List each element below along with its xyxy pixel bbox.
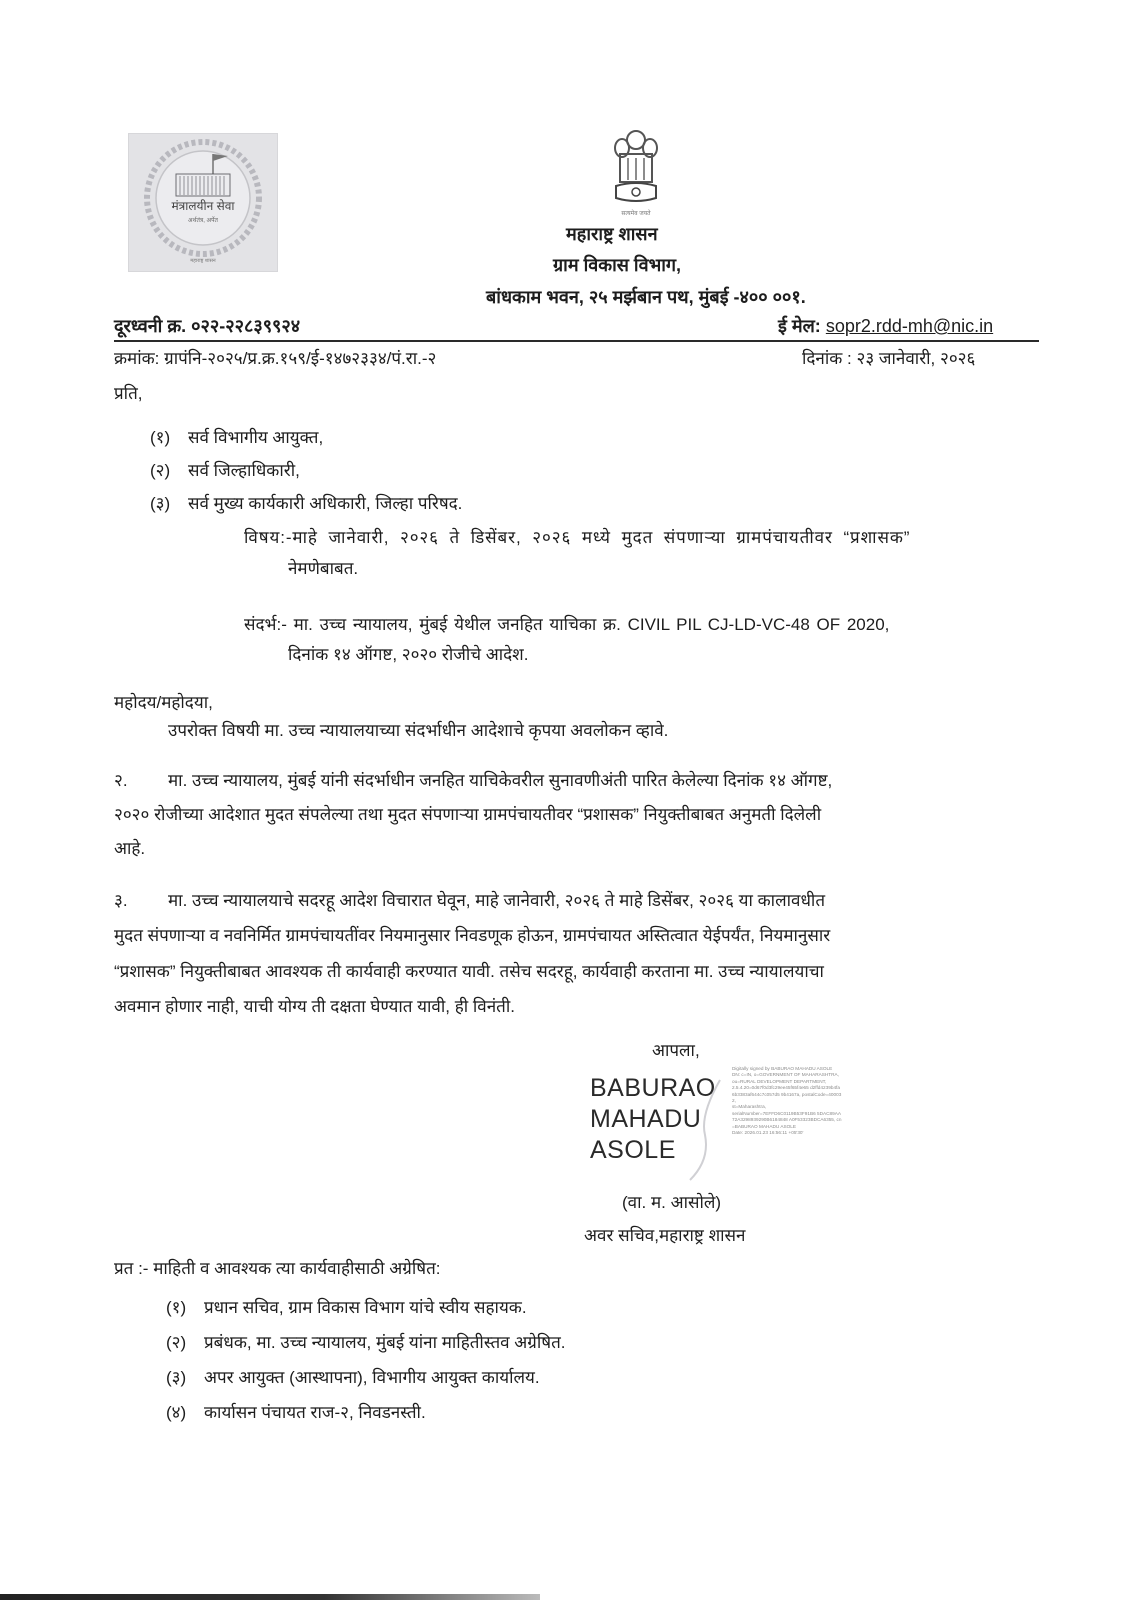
email-row (778, 313, 993, 339)
paragraph-3-line-4: अवमान होणार नाही, याची योग्य ती दक्षता घेण्यात यावी, ही विनंती. (114, 997, 515, 1016)
paragraph-2-line-2: २०२० रोजीच्या आदेशात मुदत संपलेल्या तथा मुदत संपणाऱ्या ग्रामपंचायतीवर “प्रशासक” नियुक्तीबाबत अनुमती दिलेली (114, 805, 822, 824)
to-label: प्रति, (114, 384, 143, 403)
logo-text: मंत्रालयीन सेवा (171, 199, 235, 213)
header-divider (114, 340, 1039, 342)
ashoka-emblem (608, 128, 664, 220)
copy-to-item: (४) कार्यासन पंचायत राज-२, निवडनस्ती. (166, 1403, 426, 1422)
signature-scribble-icon (670, 1075, 730, 1185)
subject-line-1: विषय:-माहे जानेवारी, २०२६ ते डिसेंबर, २०२६ मध्ये मुदत संपणाऱ्या ग्रामपंचायतीवर “प्रशासक” (244, 528, 911, 547)
closing: आपला, (652, 1041, 700, 1060)
office-address: बांधकाम भवन, २५ मर्झबान पथ, मुंबई -४०० ००१. (486, 287, 806, 307)
reference-case-line-2: दिनांक १४ ऑगष्ट, २०२० रोजीचे आदेश. (288, 645, 529, 664)
reference-case-line-1: संदर्भ:- मा. उच्च न्यायालय, मुंबई येथील जनहित याचिका क्र. CIVIL PIL CJ-LD-VC-48 OF 2020, (244, 615, 890, 634)
paragraph-2-line-3: आहे. (114, 839, 146, 858)
email-label: ई मेल: (778, 316, 821, 336)
copy-to-label: प्रत :- माहिती व आवश्यक त्या कार्यवाहीसाठी अग्रेषित: (114, 1259, 441, 1278)
paragraph-3-line-3: “प्रशासक” नियुक्तीबाबत आवश्यक ती कार्यवाही करण्यात यावी. तसेच सदरहू, कार्यवाही करताना मा. उच्च न्यायालयाचा (114, 962, 824, 981)
copy-to-list (166, 1290, 566, 1430)
email-link[interactable]: sopr2.rdd-mh@nic.in (825, 316, 994, 336)
paragraph-1: उपरोक्त विषयी मा. उच्च न्यायालयाच्या संदर्भाधीन आदेशाचे कृपया अवलोकन व्हावे. (168, 721, 669, 740)
recipient-list (150, 421, 462, 520)
department-name: ग्राम विकास विभाग, (553, 255, 682, 275)
mantralaya-seva-logo (128, 133, 278, 272)
scan-edge-shadow (0, 1594, 540, 1600)
digital-signature-details: Digitally signed by BABURAO MAHADU ASOLE DN: c=IN, o=GOVERNMENT OF MAHARASHTRA, ou=RURAL DEVELOPMENT DEPARTMENT, 2.5.4.20=0d67f0d3fc29ee45f65f4e65 d2ffd4239b4fa6b3383af644c7c057d5 9b4167a, postalCode=400032, st=Maharashtra, serialNumber=7EFFD6C0119B53F91B6 5DAC89AA72A3298939290B6184848 A0F53323BDCA6355, cn=BABURAO MAHADU ASOLE Date: 2026.01.23 16:56:11 +05'30' (732, 1066, 842, 1136)
reference-number: क्रमांक: ग्रापंनि-२०२५/प्र.क्र.१५९/ई-१४७२३३४/पं.रा.-२ (114, 349, 437, 368)
recipient-item: (१) सर्व विभागीय आयुक्त, (150, 428, 324, 447)
paragraph-3-number: ३. (114, 891, 128, 910)
copy-to-item: (३) अपर आयुक्त (आस्थापना), विभागीय आयुक्त कार्यालय. (166, 1368, 540, 1387)
paragraph-3-line-1: मा. उच्च न्यायालयाचे सदरहू आदेश विचारात घेवून, माहे जानेवारी, २०२६ ते माहे डिसेंबर, २०२६ या कालावधीत (168, 891, 826, 910)
subject-line-2: नेमणेबाबत. (288, 559, 359, 578)
signer-initials: (वा. म. आसोले) (622, 1193, 722, 1212)
ashoka-emblem-icon (608, 128, 664, 208)
org-name: महाराष्ट्र शासन (566, 224, 658, 244)
signer-designation: अवर सचिव,महाराष्ट्र शासन (584, 1226, 746, 1245)
recipient-item: (२) सर्व जिल्हाधिकारी, (150, 461, 300, 480)
logo-subtext: अर्थतंत्र, अर्पेत (188, 218, 218, 224)
phone-number: दूरध्वनी क्र. ०२२-२२८३९९२४ (114, 316, 301, 336)
copy-to-item: (१) प्रधान सचिव, ग्राम विकास विभाग यांचे स्वीय सहायक. (166, 1298, 527, 1317)
paragraph-2-number: २. (114, 771, 128, 790)
emblem-motto: सत्यमेव जयते (621, 211, 651, 217)
paragraph-3-line-2: मुदत संपणाऱ्या व नवनिर्मित ग्रामपंचायतींवर नियमानुसार निवडणूक होऊन, ग्रामपंचायत अस्तित्वात येईपर्यंत, नियमानुसार (114, 926, 831, 945)
copy-to-item: (२) प्रबंधक, मा. उच्च न्यायालय, मुंबई यांना माहितीस्तव अग्रेषित. (166, 1333, 566, 1352)
letter-date: दिनांक : २३ जानेवारी, २०२६ (802, 349, 976, 368)
logo-footer: महाराष्ट्र शासन (190, 258, 216, 264)
signer-name: BABURAO MAHADU ASOLE (590, 1074, 716, 1164)
paragraph-2-line-1: मा. उच्च न्यायालय, मुंबई यांनी संदर्भाधीन जनहित याचिकेवरील सुनावणीअंती पारित केलेल्या दिनांक १४ ऑगष्ट, (168, 771, 833, 790)
salutation: महोदय/महोदया, (114, 693, 213, 712)
recipient-item: (३) सर्व मुख्य कार्यकारी अधिकारी, जिल्हा परिषद. (150, 494, 463, 513)
